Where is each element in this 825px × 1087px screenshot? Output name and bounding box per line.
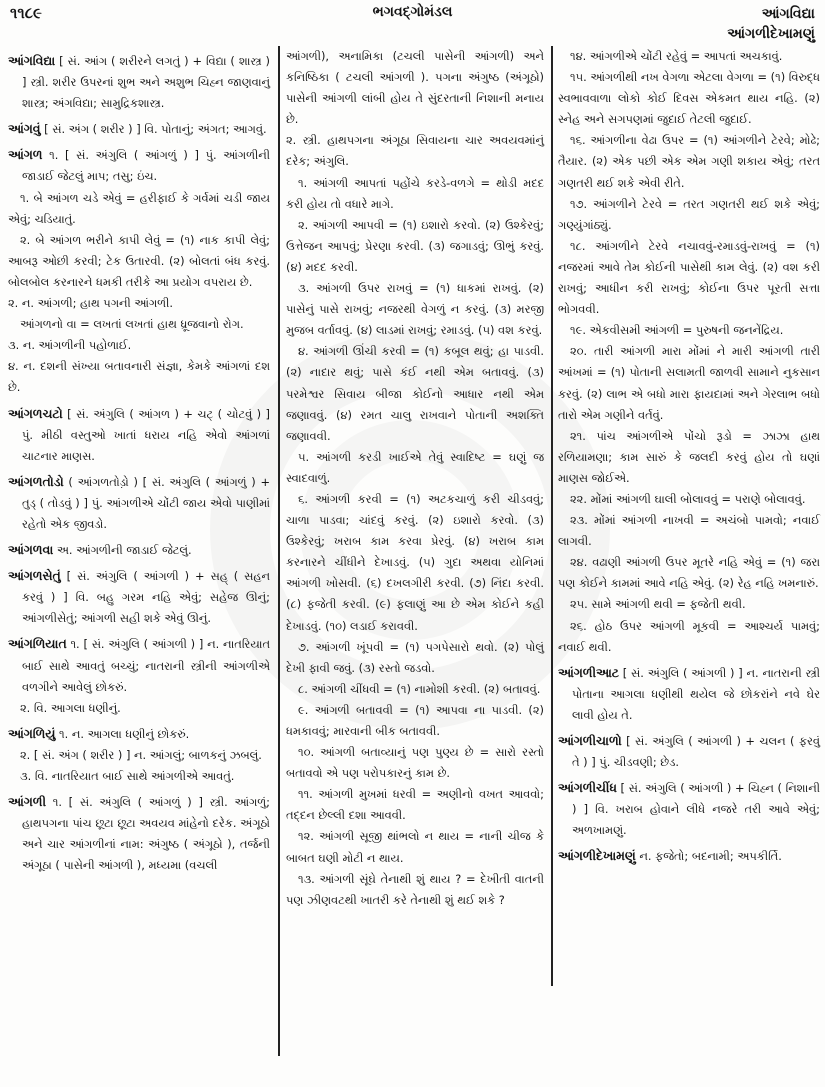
definition-text: ૨. બે આંગળ ભરીને કાપી લેવું = (૧) નાક કાપી લેવું; આબરૂ ઓછી કરવી; ટેક ઉતારવી. (૨) બોલતાં બંધ કરવું. બોલબોલ કરનારને ધમકી તરીકે આ પ્રયોગ વપરાય છે. bbox=[8, 232, 270, 289]
headword: આંગળચટો bbox=[8, 405, 63, 421]
sense-line bbox=[8, 356, 270, 398]
dictionary-entry bbox=[8, 633, 270, 697]
usage-subentry bbox=[286, 742, 544, 784]
definition-text: ૨૫. સામે આંગળી થવી = ફજેતી થવી. bbox=[570, 597, 746, 612]
headword: આંગળવા bbox=[8, 542, 54, 558]
sense-line bbox=[8, 293, 270, 314]
page-header bbox=[0, 0, 825, 48]
headword: આંગળિયાત bbox=[8, 636, 67, 652]
guide-words bbox=[727, 4, 815, 44]
definition-text: ૧. [ સં. અંગુલિ ( આંગળી ) ] ન. નાતરિયાત બાઈ સાથે આવતું બચ્ચું; નાતરાની સ્ત્રીની આંગળીએ વળગીને આવેલું છોકરું. bbox=[22, 637, 270, 694]
definition-text: ૧૭. આંગળીને ટેરવે = તરત ગણતરી થઈ શકે એવું; ગણ્યુંગાંઠ્યું. bbox=[558, 196, 820, 232]
usage-subentry bbox=[558, 341, 820, 425]
definition-text: ૫. આંગળી કરડી ખાઈએ તેવું સ્વાદિષ્ટ = ઘણું જ સ્વાદવાળું. bbox=[286, 449, 544, 485]
usage-subentry bbox=[558, 426, 820, 489]
definition-text: ( આંગળતોડ઼ો ) [ સં. અંગુલિ ( આંગળું ) + તુડ્ ( તોડવું ) ] પું. આંગળીએ ચોંટી જાય એવો પાણીમાં રહેતો એક જીવડો. bbox=[22, 474, 270, 531]
usage-subentry bbox=[286, 679, 544, 700]
definition-text: [ સં. અંગ ( શરીર ) ] વિ. પોતાનું; અંગત; આગવું. bbox=[40, 122, 267, 137]
definition-text: [ સં. અંગુલિ ( આંગળી ) + ચિહ્ન ( નિશાની ) ] વિ. ખરાબ હોવાને લીધે નજરે તરી આવે એવું; અળખામણું. bbox=[572, 781, 820, 838]
usage-subentry bbox=[8, 188, 270, 230]
column-divider-1 bbox=[278, 46, 280, 1056]
usage-subentry bbox=[286, 341, 544, 446]
column-2 bbox=[286, 46, 544, 911]
headword: આંગળીચીંધ bbox=[558, 780, 617, 796]
headword: આંગળી bbox=[8, 794, 47, 810]
dictionary-entry bbox=[558, 777, 820, 841]
definition-text: ૧૨. આંગળી સૂજી થાંભલો ન થાય = નાની ચીજ કે બાબત ઘણી મોટી ન થાય. bbox=[286, 829, 544, 865]
dictionary-entry bbox=[8, 403, 270, 467]
definition-text: ૨૪. વઢાણી આંગળી ઉપર મૂતરે નહિ એવું = (૧) જરા પણ કોઈને કામમાં આવે નહિ એવું. (૨) રેહ નહિ ખમનારું. bbox=[558, 555, 820, 591]
sense-line bbox=[286, 130, 544, 172]
usage-subentry bbox=[558, 594, 820, 615]
usage-subentry bbox=[286, 173, 544, 215]
usage-subentry bbox=[558, 552, 820, 594]
definition-text: ૪. ન. દશની સંખ્યા બતાવનારી સંજ્ઞા, કેમકે આંગળાં દશ છે. bbox=[8, 359, 270, 395]
definition-text: ૮. આંગળી ચીંધવી = (૧) નામોશી કરવી. (૨) બતાવવું. bbox=[298, 681, 541, 696]
headword: આંગળ bbox=[8, 147, 43, 163]
definition-text: [ સં. અંગુલિ ( આંગળી ) + સહ્ ( સહન કરવું ) ] વિ. બહુ ગરમ નહિ એવું; સહેજ ઊનું; આંગળીસેતું; આંગળી સહી શકે એવું ઊનું. bbox=[22, 569, 270, 626]
definition-text: ૨૬. હોઠ ઉપર આંગળી મૂકવી = આશ્ચર્ય પામવું; નવાઈ થવી. bbox=[558, 618, 820, 654]
definition-text: [ સં. અંગુલિ ( આંગળ ) + ચટ્ ( ચોટવું ) ] પું. મીઠી વસ્તુઓ ખાતાં ધરાય નહિ એવો આંગળાં ચાટનાર માણસ. bbox=[22, 406, 270, 463]
definition-text: ૨૧. પાંચ આંગળીએ પોંચો રૂડો = ઝાઝા હાથ રળિયામણા; કામ સારું કે જલદી કરવું હોય તો ઘણાં માણસ જોઈએ. bbox=[558, 428, 820, 485]
definition-text: ૩. વિ. નાતરિયાત બાઈ સાથે આંગળીએ આવતું. bbox=[20, 769, 235, 783]
definition-text: ૨. સ્ત્રી. હાથપગના અંગૂઠા સિવાયના ચાર અવયવમાંનું દરેક; અંગુલિ. bbox=[286, 133, 544, 169]
usage-subentry bbox=[286, 447, 544, 489]
usage-subentry bbox=[8, 745, 270, 766]
definition-text: ૧. [ સં. અંગુલિ ( આંગળું ) ] સ્ત્રી. આંગળું; હાથપગના પાંચ છૂટા છૂટા અવયવ માંહેનો દરેક. અંગૂઠો અને ચાર આંગળીનાં નામ: અંગુષ્ઠ ( અંગૂઠો ), તર્જની અંગૂઠા ( પાસેની આંગળી ), મધ્યમા (વચલી bbox=[22, 795, 270, 873]
usage-subentry bbox=[286, 784, 544, 826]
usage-subentry bbox=[558, 194, 820, 236]
dictionary-entry bbox=[8, 50, 270, 114]
headword: આંગળીદેખામણું bbox=[558, 848, 636, 864]
dictionary-entry bbox=[8, 791, 270, 876]
usage-subentry bbox=[286, 215, 544, 278]
dictionary-entry bbox=[558, 662, 820, 726]
definition-text: ૧. બે આંગળ ચડે એવું = હરીફાઈ કે ગર્વમાં ચડી જાય એવું; ચડિયાતું. bbox=[8, 190, 270, 226]
columns bbox=[8, 46, 820, 1066]
usage-subentry bbox=[286, 637, 544, 679]
headword: આંગળિયું bbox=[8, 725, 56, 741]
definition-text: ૧૧. આંગળી મુખમાં ધરવી = અણીનો વખત આવવો; તદ્દન છેલ્લી દશા આવવી. bbox=[286, 787, 544, 823]
definition-text: ૧૮. આંગળીને ટેરવે નચાવવું-રમાડવું-રાખવું = (૧) નજરમાં આવે તેમ કોઈની પાસેથી કામ લેવું. (૨) વશ કરી રાખવું; આધીન કરી રાખવું; કોઈના ઉપર પૂરતી સત્તા ભોગવવી. bbox=[558, 238, 820, 317]
headword: આંગળીઆટ bbox=[558, 664, 619, 680]
definition-text: ૨. [ સં. અંગ ( શરીર ) ] ન. આંગલું; બાળકનું ઝબલું. bbox=[20, 747, 262, 762]
sense-line bbox=[8, 335, 270, 356]
usage-subentry bbox=[558, 236, 820, 320]
dictionary-entry bbox=[558, 845, 820, 867]
definition-text: આંગળી), અનામિકા (ટચલી પાસેની આંગળી) અને કનિષ્ઠિકા ( ટચલી આંગળી ). પગના અંગુષ્ઠ (અંગૂઠો) પાસેની આંગળી લાંબી હોય તે સુંદરતાની નિશાની મનાય છે. bbox=[286, 49, 544, 127]
definition-text: ૨૦. તારી આંગળી મારા મોંમાં ને મારી આંગળી તારી આંખમાં = (૧) પોતાની સલામતી જાળવી સામાને નુકસાન કરવું. (૨) લાભ એ બધો મારા ફાયદામાં અને ગેરલાભ બધો તારો એમ ગણીને વર્તવું. bbox=[558, 344, 820, 422]
usage-subentry bbox=[558, 130, 820, 193]
dictionary-entry bbox=[8, 723, 270, 745]
definition-text: અ. આંગળીની જાડાઈ જેટલું. bbox=[53, 543, 192, 558]
page-number: ૧૧૮૯ bbox=[10, 4, 42, 22]
definition-text: ૩. ન. આંગળીની પહોળાઈ. bbox=[8, 338, 132, 353]
dictionary-entry bbox=[8, 118, 270, 140]
sense-line bbox=[286, 46, 544, 130]
usage-subentry bbox=[8, 766, 270, 787]
usage-subentry bbox=[558, 510, 820, 552]
running-title: ભગવદ્ગોમંડલ bbox=[372, 4, 453, 20]
definition-text: ૧૬. આંગળીના વેઢા ઉપર = (૧) આંગળીને ટેરવે; મોઢે; તૈયાર. (૨) એક પછી એક એમ ગણી શકાય એવું; તરત ગણતરી થઈ શકે એવી રીતે. bbox=[558, 133, 820, 190]
usage-subentry bbox=[558, 46, 820, 67]
usage-subentry bbox=[286, 278, 544, 341]
dictionary-entry bbox=[558, 730, 820, 773]
definition-text: ૬. આંગળી કરવી = (૧) અટકચાળું કરી ચીડવવું; ચાળા પાડવા; ચાંદવું કરવું. (૨) ઇશારો કરવો. (૩) ઉશ્કેરવું; ખરાબ કામ કરવા પ્રેરવું. (૪) ખરાબ કામ કરનારને ચીંધીને દેખાડવું. (૫) ગુદા અથવા યોનિમાં આંગળી ખોસવી. (૬) દખલગીરી કરવી. (૭) નિંદા કરવી. (૮) ફજેતી કરવી. (૯) ફલાણું આ છે એમ કોઈને કહી દેખાડવું. (૧૦) લડાઈ કરાવવી. bbox=[286, 491, 544, 633]
column-1 bbox=[8, 46, 270, 876]
usage-subentry bbox=[8, 698, 270, 719]
usage-subentry bbox=[558, 320, 820, 341]
usage-subentry bbox=[558, 616, 820, 658]
definition-text: ૧. આંગળી આપતાં પહોંચે કરડે-વળગે = થોડી મદદ કરી હોય તો વધારે માગે. bbox=[286, 175, 544, 211]
definition-text: ૨. વિ. આગલા ધણીનું. bbox=[20, 700, 121, 715]
definition-text: [ સં. આંગ ( શરીરને લગતું ) + વિદ્યા ( શાસ્ત્ર ) ] સ્ત્રી. શરીર ઉપરનાં શુભ અને અશુભ ચિહ્ન જાણવાનું શાસ્ત્ર; અંગવિદ્યા; સામુદ્રિકશાસ્ત્ર. bbox=[22, 54, 270, 111]
usage-subentry bbox=[286, 869, 544, 911]
definition-text: [ સં. અંગુલિ ( આંગળી ) ] ન. નાતરાની સ્ત્રી પોતાના આગલા ધણીથી થયેલ જે છોકરાંને નવે ઘેર લાવી હોય તે. bbox=[572, 665, 820, 722]
definition-text: ન. ફજેતો; બદનામી; અપકીર્તિ. bbox=[635, 849, 782, 864]
dictionary-entry bbox=[8, 539, 270, 561]
definition-text: ૪. આંગળી ઊંચી કરવી = (૧) કબૂલ થવું; હા પાડવી. (૨) નાદાર થવું; પાસે કંઈ નથી એમ બતાવવું. (૩) પરમેશ્વર સિવાય બીજા કોઈનો આધાર નથી એમ જણાવવું. (૪) રમત ચાલુ રાખવાને પોતાની અશક્તિ જણાવવી. bbox=[286, 344, 544, 443]
definition-text: આંગળનો વા = લખતાં લખતાં હાથ ધ્રૂજવાનો રોગ. bbox=[20, 317, 244, 332]
column-divider-2 bbox=[551, 46, 553, 986]
dictionary-entry bbox=[8, 471, 270, 535]
usage-subentry bbox=[286, 700, 544, 742]
definition-text: ૩. આંગળી ઉપર રાખવું = (૧) ધાકમાં રાખવું. (૨) પાસેનું પાસે રાખવું; નજરથી વેગળું ન કરવું. (૩) મરજી મુજબ વર્તાવવું. (૪) લાડમાં રાખવું; રમાડવું. (૫) વશ કરવું. bbox=[286, 281, 544, 338]
definition-text: ૨૩. મોંમાં આંગળી નાખવી = અચંબો પામવો; નવાઈ લાગવી. bbox=[558, 513, 820, 549]
usage-subentry bbox=[558, 67, 820, 130]
definition-text: ૯. આંગળી બતાવવી = (૧) આપવા ના પાડવી. (૨) ધમકાવવું; મારવાની બીક બતાવવી. bbox=[286, 702, 544, 738]
dictionary-entry bbox=[8, 565, 270, 629]
definition-text: ૭. આંગળી ખૂંપવી = (૧) પગપેસારો થવો. (૨) પોલું દેખી ફાવી જવું. (૩) રસ્તો જડવો. bbox=[286, 639, 544, 675]
definition-text: [ સં. અંગુલિ ( આંગળી ) + ચલન ( ફરવું તે ) ] પું. ચીડવણી; છેડ. bbox=[572, 734, 820, 770]
definition-text: ૨. ન. આંગળી; હાથ પગની આંગળી. bbox=[8, 296, 173, 311]
usage-subentry bbox=[286, 826, 544, 868]
headword: આંગવું bbox=[8, 121, 41, 137]
definition-text: ૧૩. આંગળી સૂંઘે તેનાથી શું થાય ? = દેખીતી વાતની પણ ઝીણવટથી ખાતરી કરે તેનાથી શું થઈ શકે ? bbox=[286, 871, 544, 907]
definition-text: ૧૪. આંગળીએ ચોંટી રહેવું = આપતાં અચકાવું. bbox=[570, 49, 783, 63]
definition-text: ૧. ન. આગલા ધણીનું છોકરું. bbox=[55, 726, 190, 741]
definition-text: ૧. [ સં. અંગુલિ ( આંગળું ) ] પું. આંગળીની જાડાઈ જેટલું માપ; તસુ; ઇંચ. bbox=[22, 148, 270, 184]
definition-text: ૨. આંગળી આપવી = (૧) ઇશારો કરવો. (૨) ઉશ્કેરવું; ઉત્તેજન આપવું; પ્રેરણા કરવી. (૩) જગાડવું; ઊભું કરવું. (૪) મદદ કરવી. bbox=[286, 217, 544, 274]
usage-subentry bbox=[8, 230, 270, 293]
definition-text: ૨૨. મોંમાં આંગળી ઘાલી બોલાવવું = પરાણે બોલાવવું. bbox=[570, 491, 806, 506]
usage-subentry bbox=[8, 314, 270, 335]
definition-text: ૧૦. આંગળી બતાવ્યાનું પણ પુણ્ય છે = સારો રસ્તો બતાવવો એ પણ પરોપકારનું કામ છે. bbox=[286, 745, 544, 781]
definition-text: ૧૫. આંગળીથી નખ વેગળા એટલા વેગળા = (૧) વિરુદ્ધ સ્વભાવવાળા લોકો કોઈ દિવસ એકમત થાય નહિ. (૨) સ્નેહ અને સગપણમાં જુદાઈ તેટલી જુદાઈ. bbox=[558, 70, 820, 127]
guide-word-last: આંગળીદેખામણું bbox=[727, 26, 815, 42]
headword: આંગળસેતું bbox=[8, 568, 61, 584]
guide-word-first: આંગવિદ્યા bbox=[761, 6, 815, 22]
definition-text: ૧૯. એકવીસમી આંગળી = પુરુષની જનનેંદ્રિય. bbox=[570, 323, 784, 338]
usage-subentry bbox=[286, 489, 544, 637]
usage-subentry bbox=[558, 489, 820, 510]
headword: આંગવિદ્યા bbox=[8, 53, 56, 68]
dictionary-entry bbox=[8, 144, 270, 187]
headword: આંગળીચાળો bbox=[558, 733, 622, 748]
column-3 bbox=[558, 46, 820, 868]
headword: આંગળતોડો bbox=[8, 473, 64, 489]
